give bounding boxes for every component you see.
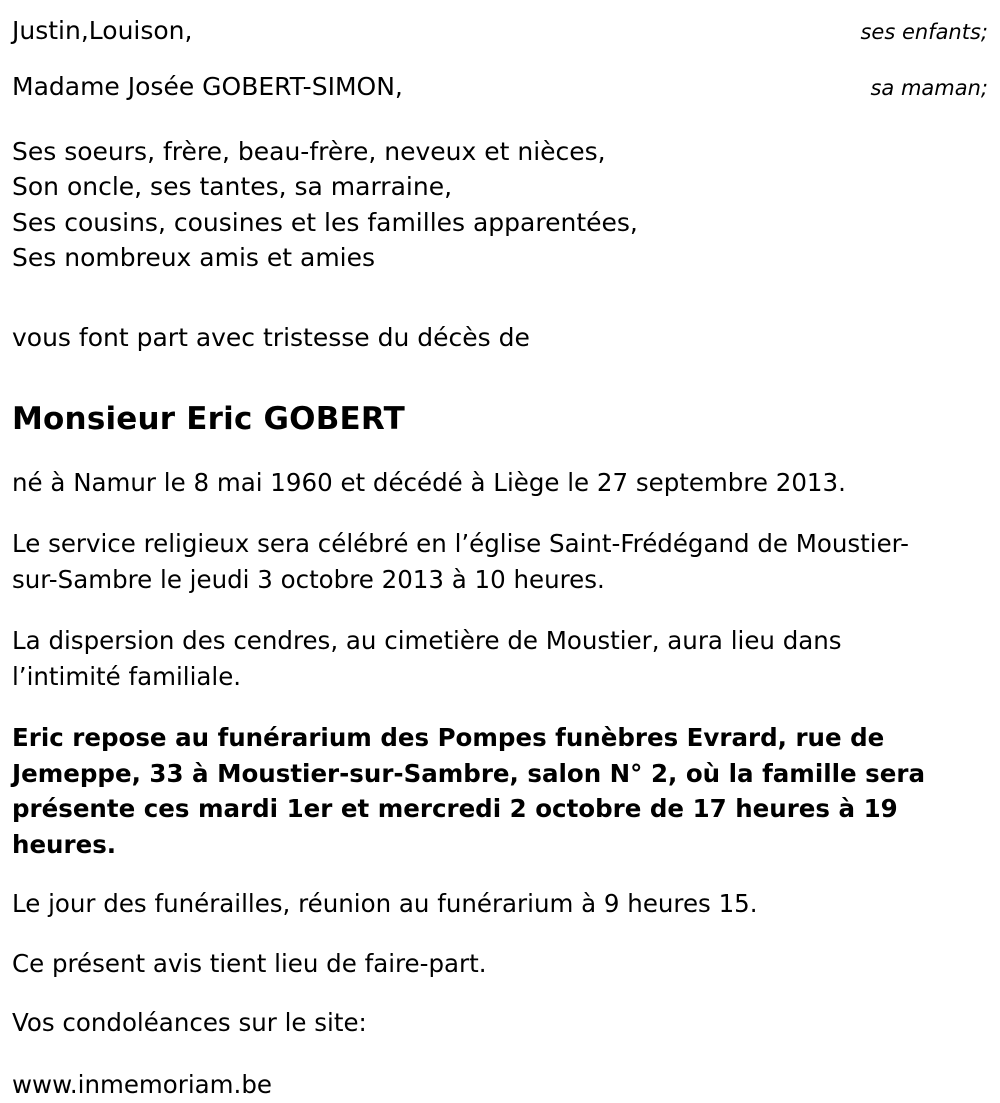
birth-death-details: né à Namur le 8 mai 1960 et décédé à Liège le 27 septembre 2013. bbox=[12, 467, 846, 497]
spacer-after-children bbox=[12, 48, 988, 70]
announcement-text: vous font part avec tristesse du décès de bbox=[12, 322, 530, 352]
relatives-line: Ses nombreux amis et amies bbox=[12, 243, 376, 272]
children-names: Justin,Louison, bbox=[12, 16, 193, 45]
relatives-list bbox=[12, 134, 988, 276]
relatives-line: Son oncle, ses tantes, sa marraine, bbox=[12, 172, 453, 201]
relatives-line: Ses cousins, cousines et les familles apparentées, bbox=[12, 207, 638, 237]
children-relation-note: ses enfants; bbox=[860, 20, 988, 44]
gathering-details: Le jour des funérailles, réunion au funérarium à 9 heures 15. bbox=[12, 889, 758, 919]
mother-relation-note: sa maman; bbox=[870, 75, 988, 100]
ashes-dispersion-details: La dispersion des cendres, au cimetière de Moustier, aura lieu dans l’intimité familiale. bbox=[12, 626, 842, 691]
relatives-line: Ses soeurs, frère, beau-frère, neveux et nièces, bbox=[12, 136, 606, 166]
mother-row bbox=[12, 70, 988, 104]
condolences-website[interactable]: www.inmemoriam.be bbox=[12, 1069, 272, 1099]
condolences-label: Vos condoléances sur le site: bbox=[12, 1008, 367, 1038]
children-row bbox=[12, 14, 988, 48]
deceased-name: Monsieur Eric GOBERT bbox=[12, 400, 405, 437]
mother-name: Madame Josée GOBERT-SIMON, bbox=[12, 71, 403, 101]
funeral-home-details: Eric repose au funérarium des Pompes funèbres Evrard, rue de Jemeppe, 33 à Moustier-sur-Sambre, salon N° 2, où la famille sera présente ces mardi 1er et mercredi 2 octobre de 17 heures à 19 heures. bbox=[12, 723, 925, 859]
notice-statement: Ce présent avis tient lieu de faire-part. bbox=[12, 948, 487, 978]
religious-service-details: Le service religieux sera célébré en l’église Saint-Frédégand de Moustier-sur-Sambre le jeudi 3 octobre 2013 à 10 heures. bbox=[12, 529, 910, 594]
